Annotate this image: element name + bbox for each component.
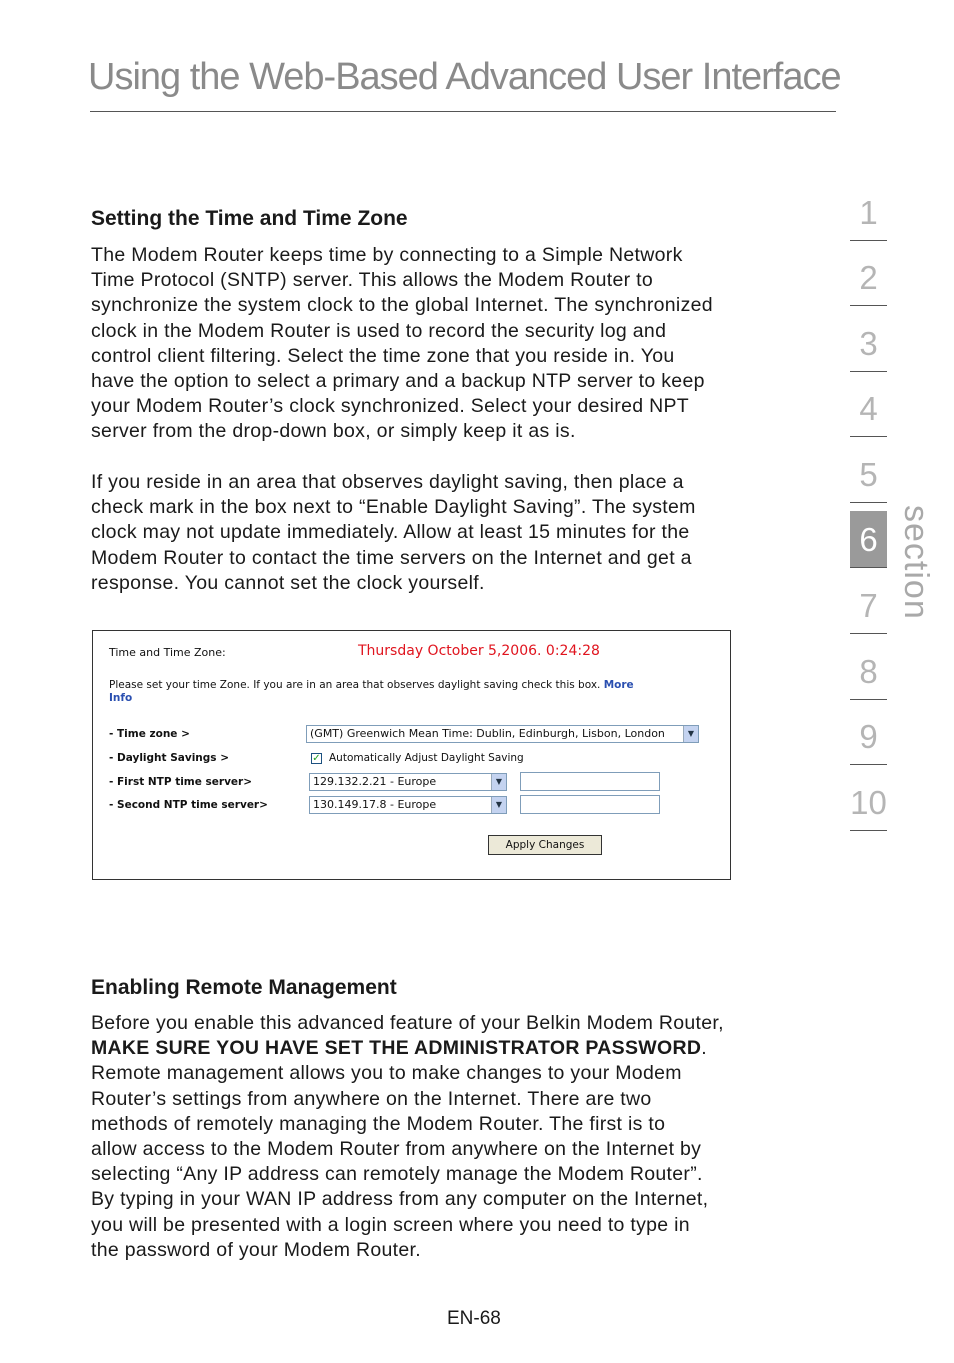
paragraph-line: synchronize the system clock to the global Internet. The synchronized: [91, 294, 713, 317]
section-nav-item-3[interactable]: 3: [850, 306, 887, 372]
chevron-down-icon: ▼: [491, 797, 506, 813]
paragraph-line: By typing in your WAN IP address from any computer on the Internet,: [91, 1188, 709, 1211]
page-number: EN-68: [447, 1308, 501, 1329]
paragraph-line: check mark in the box next to “Enable Daylight Saving”. The system: [91, 496, 696, 519]
paragraph-line: allow access to the Modem Router from anywhere on the Internet by: [91, 1138, 702, 1161]
first-ntp-label: - First NTP time server>: [109, 776, 253, 788]
second-ntp-select[interactable]: [309, 796, 507, 814]
page-title: Using the Web-Based Advanced User Interface: [88, 56, 841, 98]
time-zone-settings-panel: [92, 630, 731, 880]
section-heading-time-zone: Setting the Time and Time Zone: [91, 207, 408, 230]
first-ntp-custom-input[interactable]: [520, 772, 660, 791]
second-ntp-custom-input[interactable]: [520, 795, 660, 814]
section-label: section: [897, 505, 935, 620]
time-zone-paragraph-2: [91, 470, 811, 596]
paragraph-line: Time Protocol (SNTP) server. This allows the Modem Router to: [91, 269, 654, 292]
section-nav-item-9[interactable]: 9: [850, 700, 887, 766]
section-nav-item-10[interactable]: 10: [850, 765, 887, 831]
daylight-saving-checkbox[interactable]: ✓: [312, 753, 321, 764]
second-ntp-label: - Second NTP time server>: [109, 799, 268, 811]
time-zone-select-value: (GMT) Greenwich Mean Time: Dublin, Edinburgh, Lisbon, London: [310, 727, 665, 740]
section-nav: [850, 175, 887, 831]
section-nav-item-2[interactable]: 2: [850, 241, 887, 307]
first-ntp-select-value: 129.132.2.21 - Europe: [313, 775, 437, 788]
paragraph-line: Remote management allows you to make changes to your Modem: [91, 1062, 682, 1085]
section-nav-item-5[interactable]: 5: [850, 437, 887, 503]
paragraph-line: your Modem Router’s clock synchronized. Select your desired NPT: [91, 395, 690, 418]
paragraph-line: clock may not update immediately. Allow at least 15 minutes for the: [91, 521, 690, 544]
panel-title: Time and Time Zone:: [109, 646, 226, 659]
first-ntp-select[interactable]: [309, 773, 507, 791]
panel-note-text: Please set your time Zone. If you are in an area that observes daylight saving check this box.: [109, 679, 601, 691]
section-nav-item-7[interactable]: 7: [850, 569, 887, 635]
second-ntp-select-value: 130.149.17.8 - Europe: [313, 798, 437, 811]
apply-changes-button[interactable]: Apply Changes: [488, 835, 602, 855]
paragraph-line: have the option to select a primary and a backup NTP server to keep: [91, 370, 705, 393]
remote-management-paragraph: [91, 1011, 811, 1263]
section-heading-remote-management: Enabling Remote Management: [91, 976, 397, 999]
daylight-saving-checkbox-label: Automatically Adjust Daylight Saving: [329, 752, 524, 764]
paragraph-line: selecting “Any IP address can remotely manage the Modem Router”.: [91, 1163, 703, 1186]
chevron-down-icon: ▼: [683, 726, 698, 742]
paragraph-line: If you reside in an area that observes daylight saving, then place a: [91, 471, 684, 493]
more-info-link[interactable]: More Info: [109, 679, 634, 704]
paragraph-line: methods of remotely managing the Modem Router. The first is to: [91, 1112, 666, 1135]
section-nav-item-4[interactable]: 4: [850, 372, 887, 438]
paragraph-line: clock in the Modem Router is used to record the security log and: [91, 319, 667, 342]
time-zone-paragraph-1: [91, 243, 811, 445]
paragraph-line: Modem Router to contact the time servers on the Internet and get a: [91, 546, 692, 569]
paragraph-line: you will be presented with a login screen where you need to type in: [91, 1213, 690, 1236]
current-datetime: Thursday October 5,2006. 0:24:28: [358, 643, 600, 659]
panel-note: [109, 679, 669, 705]
time-zone-select[interactable]: [306, 725, 699, 743]
title-divider: [90, 111, 836, 112]
daylight-savings-label: - Daylight Savings >: [109, 752, 229, 764]
section-nav-item-1[interactable]: 1: [850, 175, 887, 241]
section-nav-item-6-active[interactable]: 6: [850, 511, 887, 568]
paragraph-line: The Modem Router keeps time by connecting to a Simple Network: [91, 244, 683, 266]
paragraph-line: MAKE SURE YOU HAVE SET THE ADMINISTRATOR PASSWORD.: [91, 1037, 707, 1060]
paragraph-line: response. You cannot set the clock yourself.: [91, 571, 485, 594]
paragraph-line: control client filtering. Select the time zone that you reside in. You: [91, 344, 675, 367]
time-zone-label: - Time zone >: [109, 728, 190, 740]
chevron-down-icon: ▼: [491, 774, 506, 790]
paragraph-line: Router’s settings from anywhere on the Internet. There are two: [91, 1087, 652, 1110]
warning-text: MAKE SURE YOU HAVE SET THE ADMINISTRATOR PASSWORD: [91, 1037, 702, 1060]
paragraph-line: Before you enable this advanced feature of your Belkin Modem Router,: [91, 1012, 724, 1034]
section-nav-item-8[interactable]: 8: [850, 634, 887, 700]
paragraph-line: the password of your Modem Router.: [91, 1238, 421, 1261]
paragraph-line: server from the drop-down box, or simply keep it as is.: [91, 420, 576, 443]
